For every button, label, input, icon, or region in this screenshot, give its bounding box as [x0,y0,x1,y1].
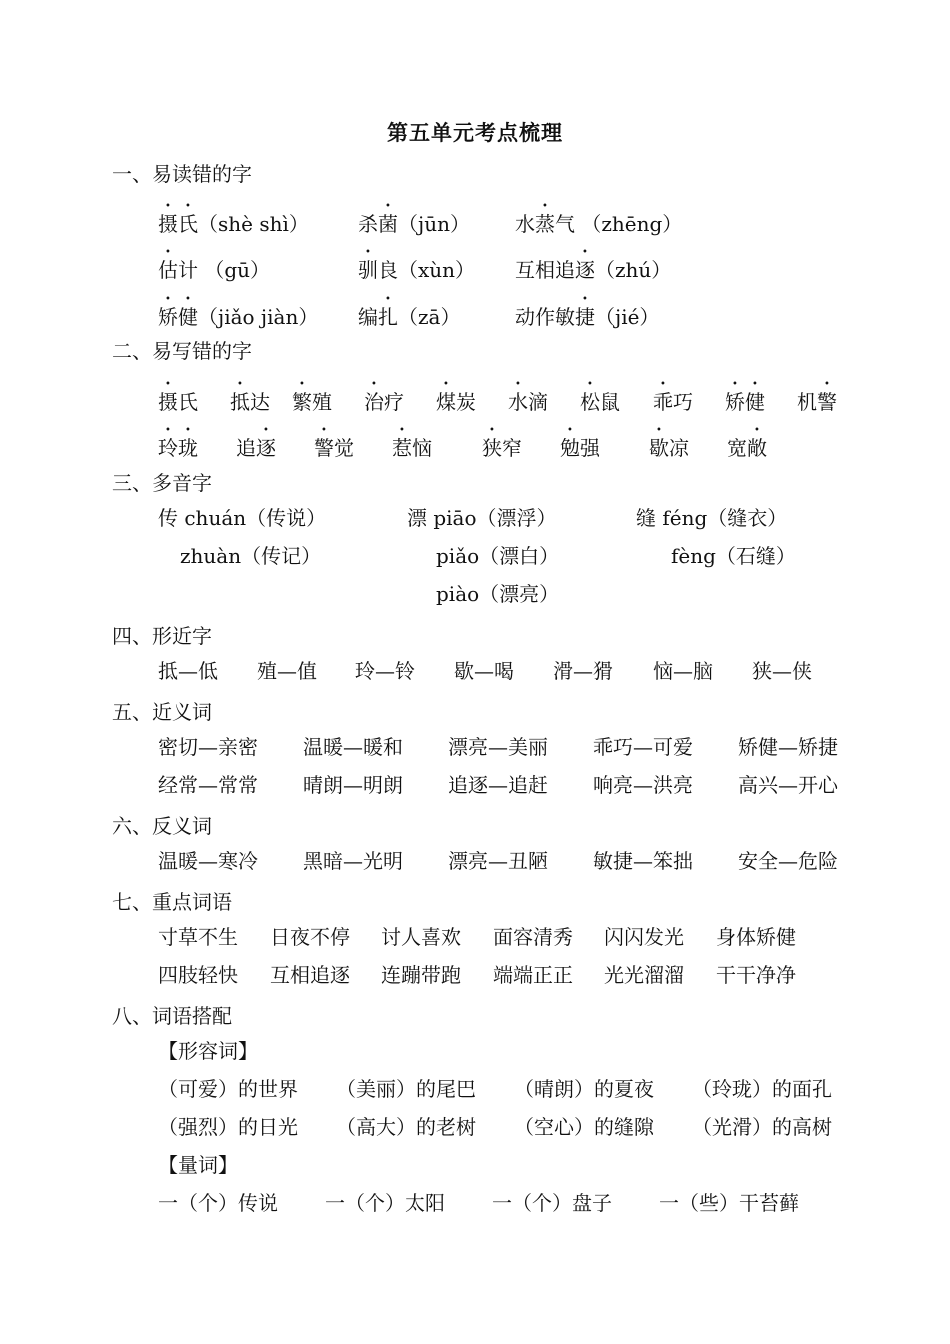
s1-item: 动作敏捷（jié） [515,305,660,329]
s1-item: 驯良（xùn） [358,258,476,282]
s2-word: 抵达 [230,390,270,414]
adj-collocation: （空心）的缝隙 [514,1115,654,1139]
key-phrase: 日夜不停 [270,925,350,949]
s1-item: 杀菌（jūn） [358,212,470,236]
antonym-pair: 敏捷—笨拙 [593,849,693,873]
antonym-pair: 安全—危险 [738,849,838,873]
s1-item: 摄氏（shè shì） [158,212,309,236]
s2-row-1 [0,379,950,414]
s2-word: 追逐 [236,436,276,460]
s2-word: 警觉 [314,436,354,460]
similar-char-pair: 抵—低 [158,659,218,683]
synonym-pair: 温暖—暖和 [303,735,403,759]
adj-collocation: （强烈）的日光 [158,1115,298,1139]
s2-word: 玲珑 [158,436,198,460]
key-phrase: 光光溜溜 [604,963,684,987]
s2-word: 繁殖 [292,390,332,414]
s2-word: 宽敞 [727,436,767,460]
synonym-pair: 追逐—追赶 [448,773,548,797]
antonym-pair: 黑暗—光明 [303,849,403,873]
section-heading-1: 一、易读错的字 [112,162,252,186]
adj-collocation: （美丽）的尾巴 [336,1077,476,1101]
adj-collocation: （可爱）的世界 [158,1077,298,1101]
key-phrase: 身体矫健 [716,925,796,949]
s1-row-2 [0,247,950,282]
key-phrase: 面容清秀 [493,925,573,949]
key-phrase: 连蹦带跑 [381,963,461,987]
adj-collocation: （玲珑）的面孔 [692,1077,832,1101]
section-heading-4: 四、形近字 [112,624,212,648]
polyphone-item: fèng（石缝） [671,544,796,568]
synonym-pair: 乖巧—可爱 [593,735,693,759]
s2-word: 矫健 [725,390,765,414]
measure-word-collocation: 一（个）传说 [158,1191,278,1215]
synonym-pair: 高兴—开心 [738,773,838,797]
s1-item: 矫健（jiǎo jiàn） [158,305,319,329]
section-heading-6: 六、反义词 [112,814,212,838]
s2-word: 惹恼 [392,436,432,460]
synonym-pair: 晴朗—明朗 [303,773,403,797]
s2-word: 狭窄 [482,436,522,460]
page-title: 第五单元考点梳理 [387,120,563,145]
synonym-pair: 矫健—矫捷 [738,735,838,759]
polyphone-item: 漂 piāo（漂浮） [407,506,557,530]
antonym-pair: 漂亮—丑陋 [448,849,548,873]
key-phrase: 寸草不生 [158,925,238,949]
s1-row-3 [0,294,950,329]
section-heading-3: 三、多音字 [112,471,212,495]
key-phrase: 互相追逐 [270,963,350,987]
polyphone-item: piǎo（漂白） [436,544,560,568]
measure-word-collocation: 一（些）干苔藓 [659,1191,799,1215]
synonym-pair: 经常—常常 [158,773,258,797]
polyphone-item: 传 chuán（传说） [158,506,327,530]
section-heading-5: 五、近义词 [112,700,212,724]
measure-word-label: 【量词】 [158,1153,238,1177]
similar-char-pair: 狭—侠 [752,659,812,683]
key-phrase: 讨人喜欢 [381,925,461,949]
similar-char-pair: 歇—喝 [454,659,514,683]
antonym-pair: 温暖—寒冷 [158,849,258,873]
s1-item: 估计 （gū） [158,258,271,282]
polyphone-item: piào（漂亮） [436,582,560,606]
section-heading-8: 八、词语搭配 [112,1004,232,1028]
key-phrase: 干干净净 [716,963,796,987]
s2-word: 机警 [797,390,837,414]
s1-row-1 [0,201,950,236]
s2-row-2 [0,425,950,460]
s2-word: 煤炭 [436,390,476,414]
section-heading-2: 二、易写错的字 [112,339,252,363]
similar-char-pair: 玲—铃 [355,659,415,683]
section-heading-7: 七、重点词语 [112,890,232,914]
similar-char-pair: 恼—脑 [653,659,713,683]
s2-word: 摄氏 [158,390,198,414]
s1-item: 编扎（zā） [358,305,461,329]
adjective-label: 【形容词】 [158,1039,258,1063]
key-phrase: 端端正正 [493,963,573,987]
adj-collocation: （高大）的老树 [336,1115,476,1139]
s2-word: 乖巧 [653,390,693,414]
s2-word: 歇凉 [649,436,689,460]
adj-collocation: （光滑）的高树 [692,1115,832,1139]
polyphone-item: 缝 féng（缝衣） [636,506,788,530]
key-phrase: 闪闪发光 [604,925,684,949]
similar-char-pair: 滑—猾 [553,659,613,683]
polyphone-item: zhuàn（传记） [180,544,322,568]
synonym-pair: 漂亮—美丽 [448,735,548,759]
adj-collocation: （晴朗）的夏夜 [514,1077,654,1101]
measure-word-collocation: 一（个）盘子 [492,1191,612,1215]
s2-word: 松鼠 [580,390,620,414]
s1-item: 水蒸气 （zhēng） [515,212,683,236]
s2-word: 治疗 [364,390,404,414]
synonym-pair: 响亮—洪亮 [593,773,693,797]
s2-word: 勉强 [560,436,600,460]
synonym-pair: 密切—亲密 [158,735,258,759]
s2-word: 水滴 [508,390,548,414]
measure-word-collocation: 一（个）太阳 [325,1191,445,1215]
similar-char-pair: 殖—值 [257,659,317,683]
s1-item: 互相追逐（zhú） [515,258,672,282]
key-phrase: 四肢轻快 [158,963,238,987]
